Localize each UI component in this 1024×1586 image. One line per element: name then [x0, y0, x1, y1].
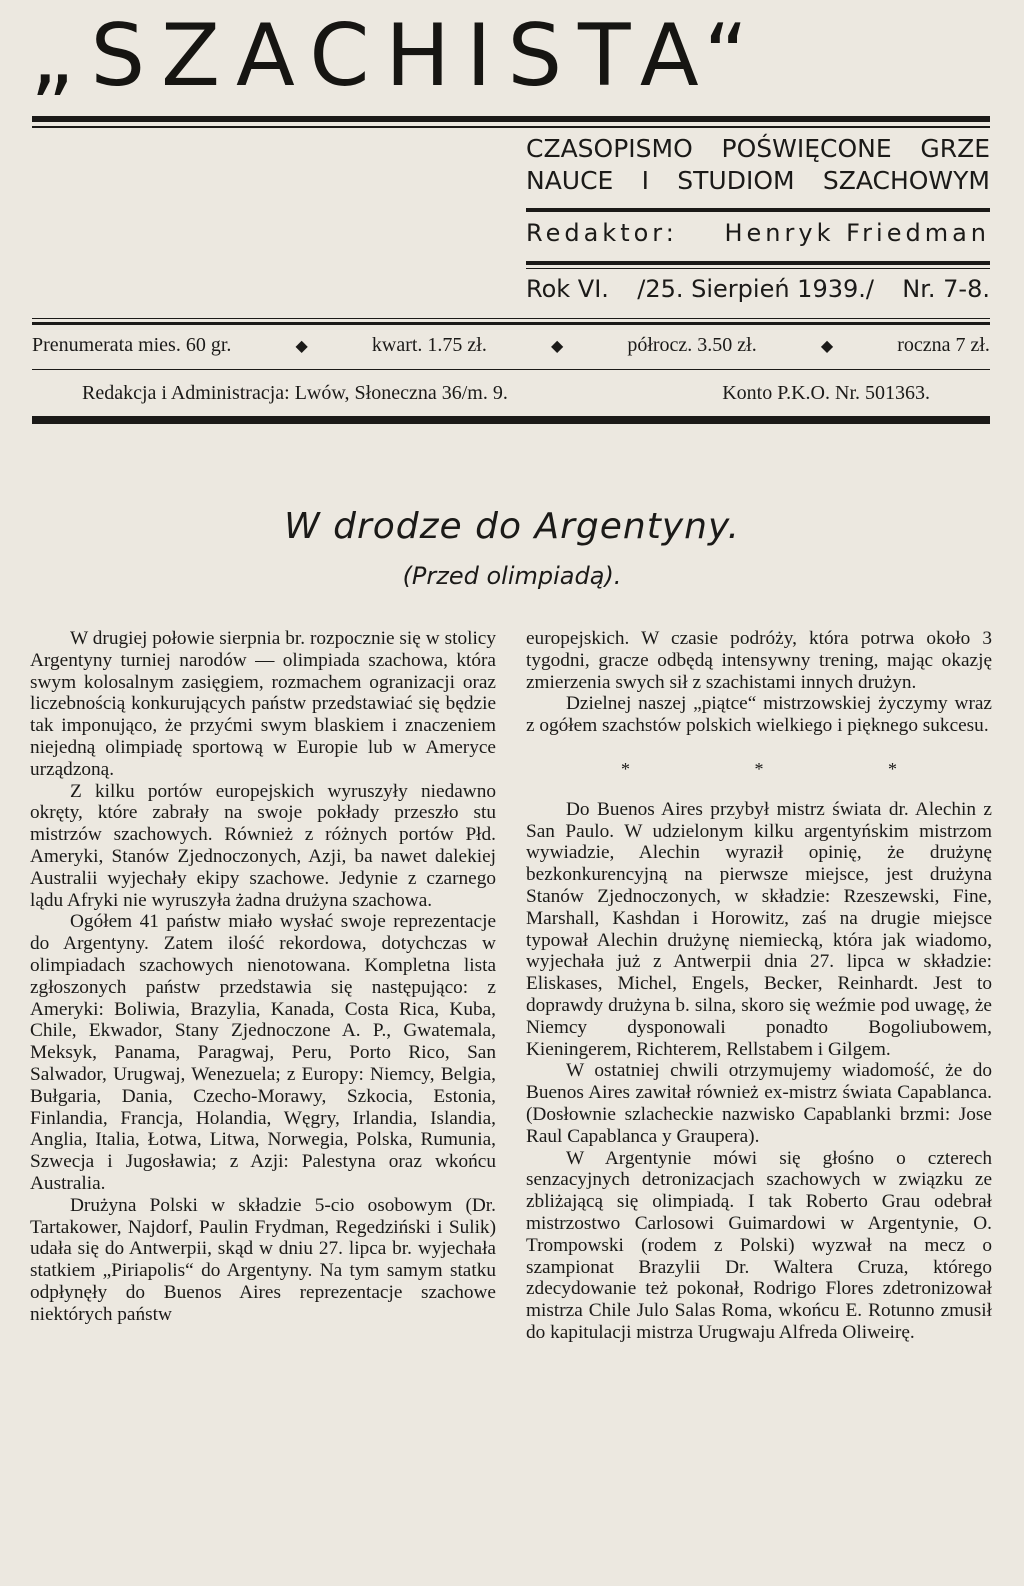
issue-year: Rok VI.: [526, 275, 609, 303]
article-subtitle: (Przed olimpiadą).: [402, 562, 622, 590]
price-yearly: roczna 7 zł.: [897, 334, 990, 356]
section-break: * * *: [621, 758, 957, 779]
article-column-right: [526, 628, 992, 1344]
article-paragraph: Ogółem 41 państw miało wysłać swoje reprezentacje do Argentyny. Zatem ilość rekordowa, dotychczas w olimpiadach szachowych nienotowana. Kompletna lista zgłoszonych państw przedstawia się następująco: z Ameryki: Boliwia, Brazylia, Kanada, Costa Rica, Kuba, Chile, Ekwador, Stany Zjednoczone A. P., Gwatemala, Meksyk, Panama, Paragwaj, Peru, Porto Rico, San Salwador, Urugwaj, Wenezuela; z Europy: Niemcy, Belgia, Bułgaria, Dania, Czecho-Morawy, Szkocia, Estonia, Finlandia, Francja, Holandia, Węgry, Irlandia, Islandia, Anglia, Italia, Łotwa, Litwa, Norwegia, Polska, Rumunia, Szwecja i Jugosławia; z Azji: Palestyna oraz wkońcu Australia.: [30, 911, 496, 1194]
subtitle-rule: [526, 208, 990, 212]
masthead-rule-thin: [32, 126, 990, 128]
masthead-title: „SZACHISTA“: [30, 6, 765, 106]
article-title: W drodze do Argentyny.: [284, 506, 740, 547]
article-paragraph: W Argentynie mówi się głośno o czterech senzacyjnych detronizacjach szachowych w związku ze zbliżającą się olimpiadą. I tak Roberto Grau odebrał mistrzostwo Carlosowi Guimardowi w Argentynie, O. Trompowski (rodem z Polski) wyzwał na mecz o szampionat Brazylii Dr. Waltera Cruza, którego zdecydowanie też pokonał, Rodrigo Flores zdetronizował mistrza Chile Julo Salas Roma, wkońcu E. Rotunno zmusił do kapitulacji mistrza Urugwaju Alfreda Oliweirę.: [526, 1147, 992, 1343]
editorial-address: Redakcja i Administracja: Lwów, Słoneczna 36/m. 9.: [82, 382, 508, 404]
editor-line: [526, 219, 990, 247]
subscription-prices: [32, 334, 990, 357]
masthead-subtitle-line1: CZASOPISMO POŚWIĘCONE GRZE: [526, 134, 990, 163]
masthead-subtitle-line2: NAUCE I STUDIOM SZACHOWYM: [526, 166, 990, 195]
price-monthly: Prenumerata mies. 60 gr.: [32, 334, 232, 356]
editor-label: Redaktor:: [526, 219, 678, 247]
editor-name: Henryk Friedman: [724, 219, 990, 247]
issue-line: [526, 275, 990, 303]
price-half-year: półrocz. 3.50 zł.: [627, 334, 757, 356]
header-bottom-rule: [32, 416, 990, 424]
bank-account: Konto P.K.O. Nr. 501363.: [722, 382, 930, 404]
prices-rule-top-thin: [32, 318, 990, 319]
address-rule-top: [32, 369, 990, 370]
article-paragraph: W ostatniej chwili otrzymujemy wiadomość, że do Buenos Aires zawitał również ex-mistrz świata Capablanca. (Dosłownie szlacheckie nazwisko Capablanki brzmi: Jose Raul Capablanca y Graupera).: [526, 1060, 992, 1147]
article-paragraph: Dzielnej naszej „piątce“ mistrzowskiej życzymy wraz z ogółem szachstów polskich wielkiego i pięknego sukcesu.: [526, 693, 992, 737]
editor-rule-thick: [526, 261, 990, 265]
editor-rule-thin: [526, 268, 990, 269]
article-paragraph: Z kilku portów europejskich wyruszyły niedawno okręty, które zabrały na swoje pokłady przeszło stu mistrzów szachowych. Również z różnych portów Płd. Ameryki, Stanów Zjednoczonych, Azji, ba nawet dalekiej Australii wyjechały ekipy szachowe. Jedynie z czarnego lądu Afryki nie wyruszyła żadna drużyna szachowa.: [30, 780, 496, 911]
article-column-left: [30, 628, 496, 1326]
prices-rule-top-thick: [32, 322, 990, 325]
price-quarterly: kwart. 1.75 zł.: [371, 334, 487, 356]
diamond-icon: ◆: [295, 336, 308, 355]
article-paragraph: Drużyna Polski w składzie 5-cio osobowym (Dr. Tartakower, Najdorf, Paulin Frydman, Regedziński i Sulik) udała się do Antwerpii, skąd w dniu 27. lipca br. wyjechała statkiem „Piriapolis“ do Argentyny. Na tym samym statku odpłynęły do Buenos Aires reprezentacje szachowe niektórych państw: [30, 1194, 496, 1325]
article-paragraph: europejskich. W czasie podróży, która potrwa około 3 tygodni, gracze odbędą intensywny trening, mając okazję zmierzenia swych sił z szachistami innych drużyn.: [526, 628, 992, 693]
article-paragraph: Do Buenos Aires przybył mistrz świata dr. Alechin z San Paulo. W udzielonym kilku argentyńskim mistrzom wywiadzie, Alechin wyraził opinię, że drużynę bezkonkurencyjną na pierwsze miejsce, jest drużyna Stanów Zjednoczonych, w składzie: Rzeszewski, Fine, Marshall, Kashdan i Horowitz, zaś na drugie miejsce typował Alechin drużynę niemiecką, która jak wiadomo, wyjechała już z Antwerpii dnia 27. lipca w składzie: Eliskases, Michel, Engels, Becker, Reinhardt. Jest to doprawdy drużyna b. silna, skoro się weźmie pod uwagę, że Niemcy dysponowali ponadto Bogoliubowem, Kieningerem, Richterem, Rellstabem i Gilgem.: [526, 798, 992, 1060]
issue-date: /25. Sierpień 1939./: [637, 275, 874, 303]
issue-number: Nr. 7-8.: [902, 275, 990, 303]
diamond-icon: ◆: [550, 336, 564, 355]
diamond-icon: ◆: [820, 336, 834, 355]
masthead-rule-thick: [32, 116, 990, 122]
address-line: [82, 382, 930, 405]
article-paragraph: W drugiej połowie sierpnia br. rozpocznie się w stolicy Argentyny turniej narodów — olimpiada szachowa, która swym kolosalnym zasięgiem, rozmachem ogranizacji oraz liczebnością konkurujących państw przedstawiać się będzie tak imponująco, że przyćmi swym blaskiem i znaczeniem niejedną olimpiadę sportową w Europie lub w Ameryce urządzoną.: [30, 628, 496, 780]
